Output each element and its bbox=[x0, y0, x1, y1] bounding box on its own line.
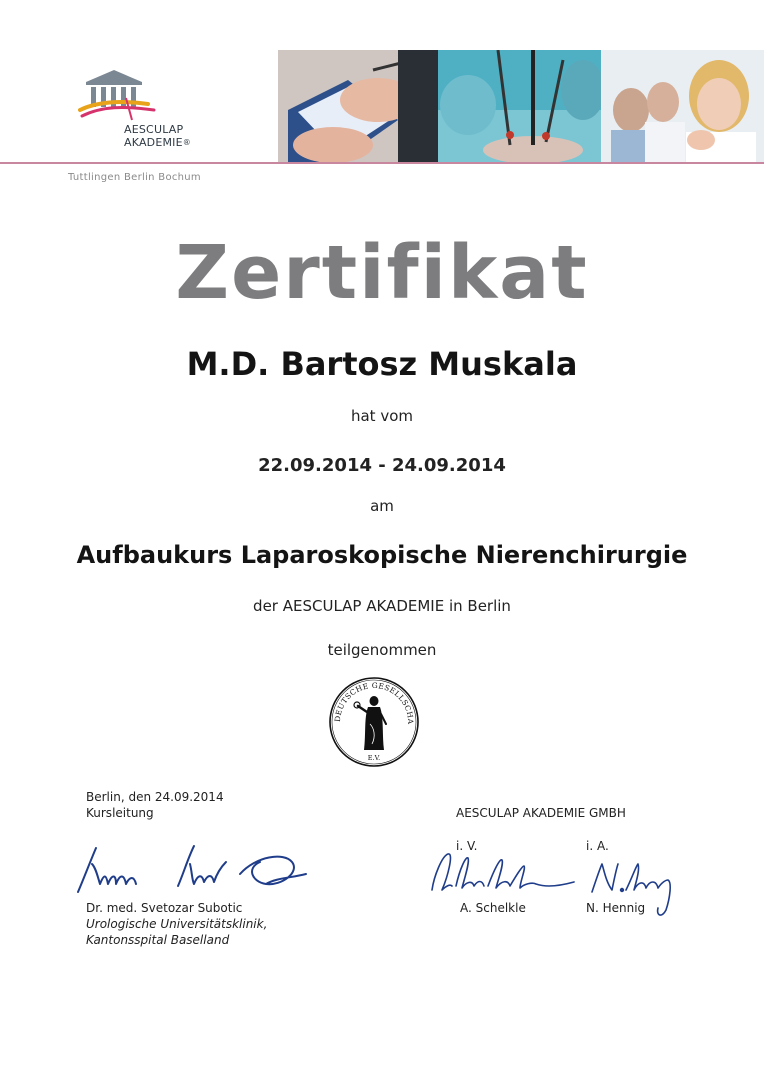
certificate-title: Zertifikat bbox=[175, 230, 589, 316]
laparoscopic-surgery-photo bbox=[438, 50, 601, 162]
locations: Tuttlingen Berlin Bochum bbox=[68, 172, 201, 183]
iv-label: i. V. bbox=[456, 839, 478, 853]
clipboard-writing-photo bbox=[278, 50, 438, 162]
signature-icon bbox=[424, 846, 584, 902]
course-lead-affiliation-1: Urologische Universitätsklinik, bbox=[86, 917, 268, 931]
schelkle-signature bbox=[424, 846, 584, 902]
logo-text bbox=[124, 123, 191, 149]
course-lead-affiliation-2: Kantonsspital Baselland bbox=[86, 933, 230, 947]
logo-line1: AESCULAP bbox=[124, 123, 184, 136]
place-and-date: Berlin, den 24.09.2014 bbox=[86, 790, 224, 804]
company-name: AESCULAP AKADEMIE GMBH bbox=[456, 806, 626, 820]
seal-icon bbox=[328, 674, 420, 770]
ia-label: i. A. bbox=[586, 839, 609, 853]
header-divider bbox=[0, 162, 764, 164]
signature-icon bbox=[70, 834, 310, 904]
course-title: Aufbaukurs Laparoskopische Nierenchirurgie bbox=[76, 541, 688, 569]
course-dates: 22.09.2014 - 24.09.2014 bbox=[258, 455, 506, 476]
organizer-text: der AESCULAP AKADEMIE in Berlin bbox=[253, 597, 511, 615]
from-label: hat vom bbox=[350, 407, 413, 425]
urology-society-seal bbox=[328, 674, 420, 770]
course-lead-label: Kursleitung bbox=[86, 806, 154, 820]
signer-2-name: N. Hennig bbox=[586, 901, 646, 915]
participated-text: teilgenommen bbox=[327, 641, 437, 659]
seal-abbr: E.V. bbox=[367, 754, 381, 762]
logo-line2: AKADEMIE bbox=[124, 136, 183, 149]
on-label: am bbox=[370, 497, 394, 515]
smiling-student-photo bbox=[601, 50, 764, 162]
course-lead-signature bbox=[70, 834, 310, 904]
seal-ring-text: DEUTSCHE GESELLSCHA bbox=[332, 680, 416, 725]
recipient-name: M.D. Bartosz Muskala bbox=[186, 345, 578, 383]
signer-1-name: A. Schelkle bbox=[460, 901, 526, 915]
registered-mark: ® bbox=[182, 138, 191, 147]
course-lead-name: Dr. med. Svetozar Subotic bbox=[86, 901, 243, 915]
